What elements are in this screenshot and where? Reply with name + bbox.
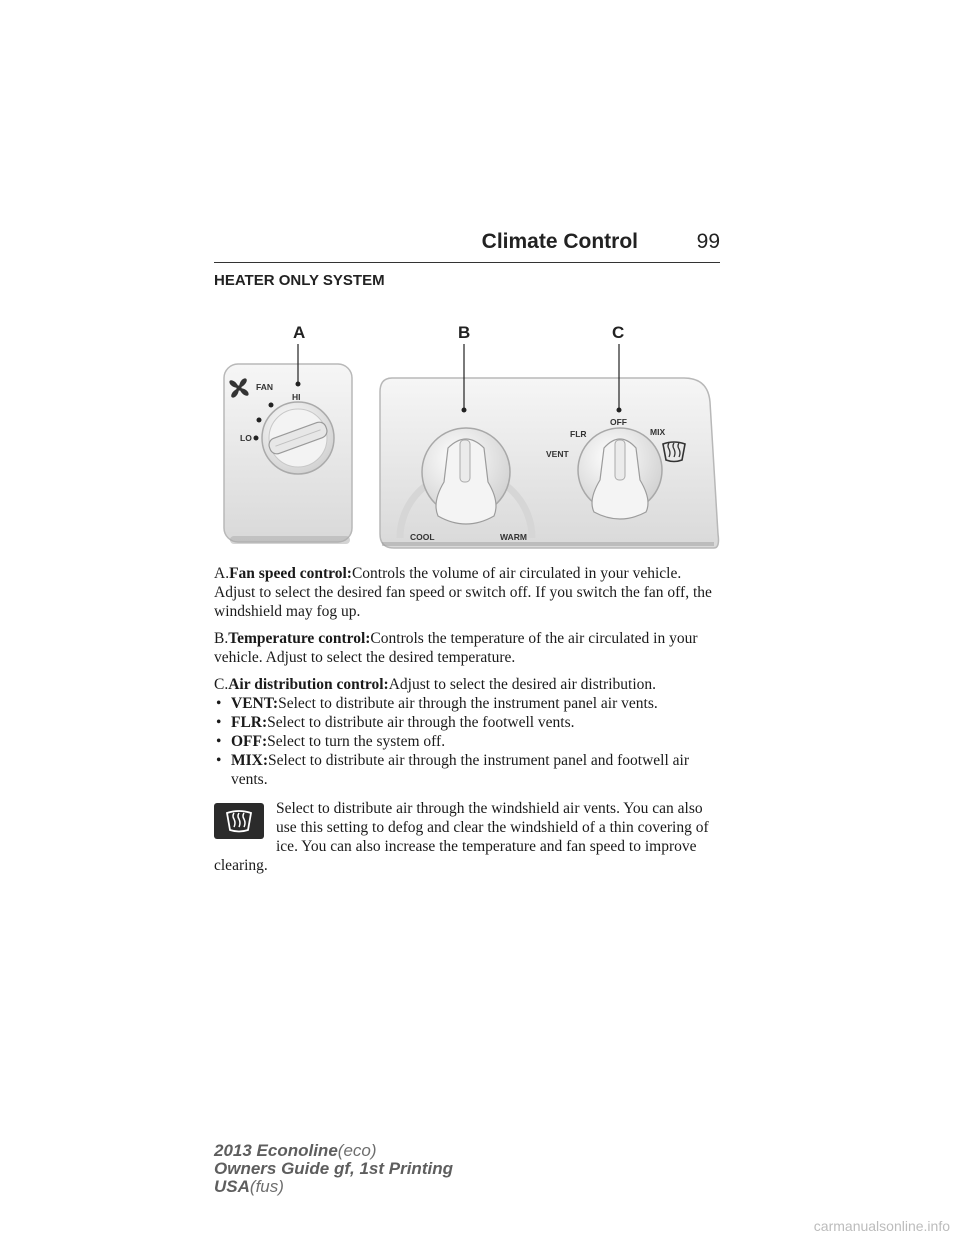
svg-text:C: C <box>612 323 625 342</box>
distribution-bullet-list <box>214 694 724 789</box>
fan-lo-dot <box>254 436 259 441</box>
fan-dot-3 <box>257 418 262 423</box>
page-number: 99 <box>696 230 720 253</box>
bullet-mix: • MIX:Select to distribute air through the instrument panel and footwell air vents. <box>216 752 690 788</box>
windshield-defrost-icon <box>214 803 264 839</box>
warm-label: WARM <box>500 532 527 542</box>
footer-line-2: Owners Guide gf, 1st Printing <box>214 1159 453 1178</box>
bullet-off: • OFF:Select to turn the system off. <box>216 733 446 750</box>
svg-text:A: A <box>293 323 306 342</box>
item-b: B.Temperature control:Controls the temperature of the air circulated in your vehicle. Adjust to select the desired temperature. <box>214 630 698 666</box>
fan-hi-label: HI <box>292 392 301 402</box>
footer-line-1: 2013 Econoline(eco) <box>214 1141 377 1160</box>
cool-label: COOL <box>410 532 435 542</box>
fan-hi-dot <box>296 382 301 387</box>
fan-dot-2 <box>269 403 274 408</box>
defrost-text: Select to distribute air through the windshield air vents. You can also use this setting to defog and clear the windshield of a thin covering of ice. You can also increase the temperature and fan speed to improve clearing. <box>214 800 709 874</box>
section-title: HEATER ONLY SYSTEM <box>214 272 385 289</box>
off-label: OFF <box>610 417 627 427</box>
item-c: C.Air distribution control:Adjust to select the desired air distribution. <box>214 676 657 693</box>
fan-lo-label: LO <box>240 433 252 443</box>
chapter-title: Climate Control <box>481 230 638 253</box>
climate-control-figure <box>214 312 720 556</box>
footer-line-3: USA(fus) <box>214 1177 284 1196</box>
vent-label: VENT <box>546 449 569 459</box>
page-footer <box>214 1142 453 1196</box>
mix-label: MIX <box>650 427 666 437</box>
watermark: carmanualsonline.info <box>813 1218 950 1234</box>
flr-label: FLR <box>570 429 587 439</box>
bullet-flr: • FLR:Select to distribute air through the footwell vents. <box>216 714 575 731</box>
defrost-description <box>214 799 724 875</box>
page-header <box>214 228 720 263</box>
bullet-vent: • VENT:Select to distribute air through the instrument panel air vents. <box>216 695 658 712</box>
item-a: A.Fan speed control:Controls the volume of air circulated in your vehicle. Adjust to select the desired fan speed or switch off. If you switch the fan off, the windshield may fog up. <box>214 565 712 620</box>
body-text <box>214 564 724 875</box>
fan-speed-knob[interactable] <box>262 402 334 474</box>
fan-label: FAN <box>256 382 273 392</box>
svg-text:B: B <box>458 323 471 342</box>
